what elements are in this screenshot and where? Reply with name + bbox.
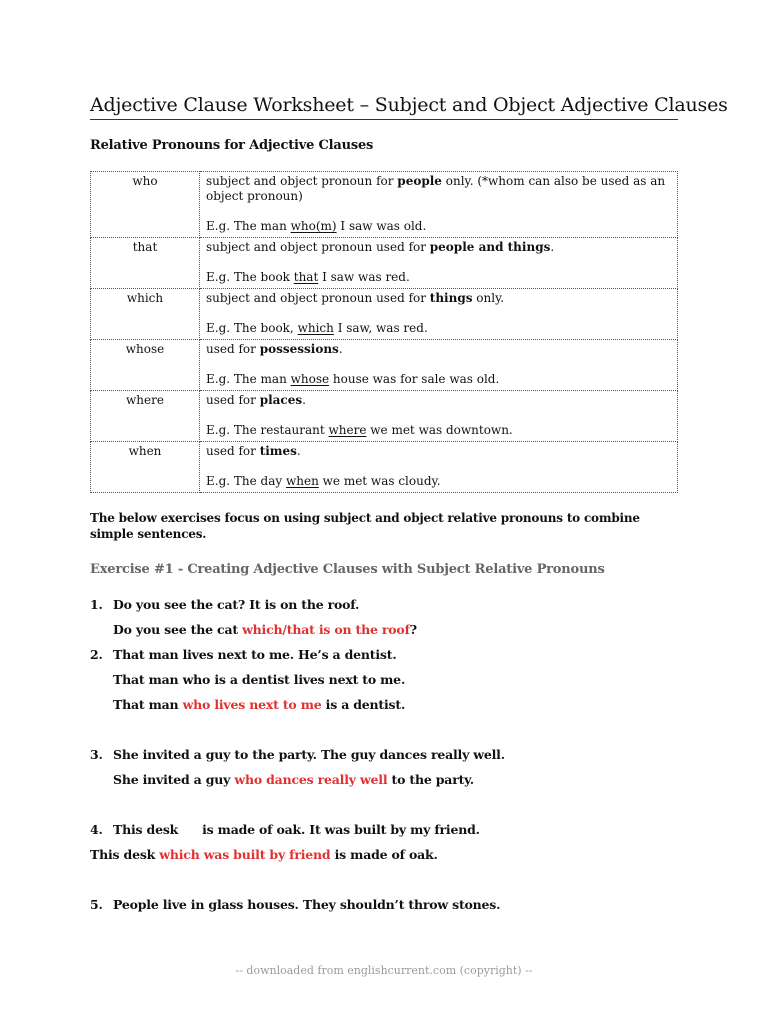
exercise-answer: This desk which was built by friend is made of oak. xyxy=(90,847,438,862)
exercise-answer-alt: That man who is a dentist lives next to me. xyxy=(113,672,406,687)
table-row xyxy=(91,442,678,493)
exercise-answer: Do you see the cat which/that is on the roof? xyxy=(113,622,417,637)
exercise-answer: That man who lives next to me is a dentist. xyxy=(113,697,406,712)
description-cell: used for possessions. E.g. The man whose house was for sale was old. xyxy=(200,340,678,391)
description-cell: subject and object pronoun used for things only. E.g. The book, which I saw, was red. xyxy=(200,289,678,340)
section-heading: Relative Pronouns for Adjective Clauses xyxy=(90,138,374,153)
pronoun-cell: who xyxy=(91,172,200,238)
pronoun-cell: where xyxy=(91,391,200,442)
exercise-question: 3. She invited a guy to the party. The guy dances really well. xyxy=(90,747,505,762)
exercise-heading: Exercise #1 - Creating Adjective Clauses with Subject Relative Pronouns xyxy=(90,562,605,577)
description-cell: used for times. E.g. The day when we met was cloudy. xyxy=(200,442,678,493)
table-row xyxy=(91,340,678,391)
exercise-question: 2. That man lives next to me. He’s a dentist. xyxy=(90,647,397,662)
relative-pronoun-table xyxy=(90,171,678,493)
exercise-question: 4. This desk is made of oak. It was built by my friend. xyxy=(90,822,480,837)
pronoun-cell: when xyxy=(91,442,200,493)
description-cell: subject and object pronoun used for people and things. E.g. The book that I saw was red. xyxy=(200,238,678,289)
intro-paragraph: The below exercises focus on using subject and object relative pronouns to combine simple sentences. xyxy=(90,511,640,541)
title-underline xyxy=(90,119,678,120)
table-row xyxy=(91,391,678,442)
page-title: Adjective Clause Worksheet – Subject and Object Adjective Clauses xyxy=(90,94,728,116)
exercise-question: 1. Do you see the cat? It is on the roof. xyxy=(90,597,360,612)
footer-copyright: -- downloaded from englishcurrent.com (copyright) -- xyxy=(235,964,533,977)
table-row xyxy=(91,289,678,340)
exercise-answer: She invited a guy who dances really well to the party. xyxy=(113,772,474,787)
exercise-question: 5. People live in glass houses. They shouldn’t throw stones. xyxy=(90,897,501,912)
description-cell: used for places. E.g. The restaurant where we met was downtown. xyxy=(200,391,678,442)
pronoun-cell: whose xyxy=(91,340,200,391)
pronoun-cell: which xyxy=(91,289,200,340)
description-cell: subject and object pronoun for people only. (*whom can also be used as an object pronoun) E.g. The man who(m) I saw was old. xyxy=(200,172,678,238)
table-row xyxy=(91,238,678,289)
table-row xyxy=(91,172,678,238)
pronoun-cell: that xyxy=(91,238,200,289)
